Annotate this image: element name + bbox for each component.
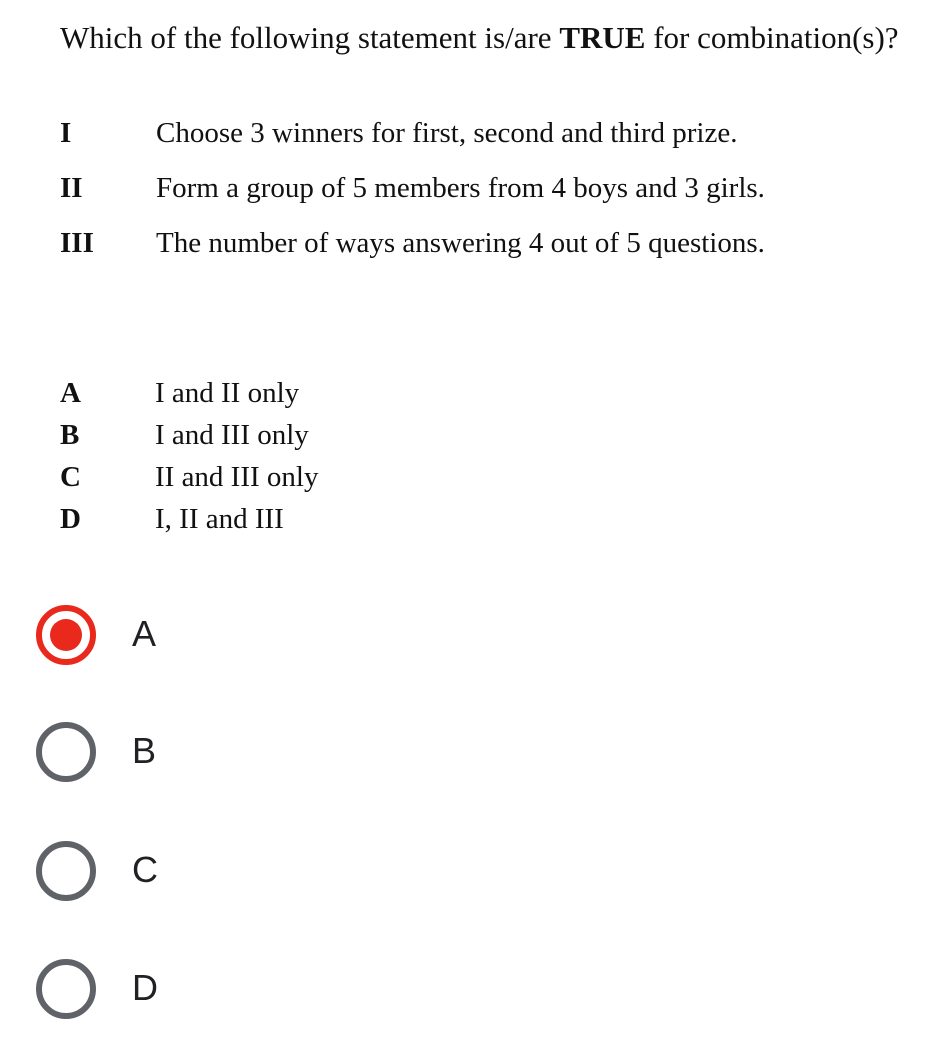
choice-letter: C — [60, 461, 81, 493]
question-text — [60, 18, 899, 58]
choice-text: I, II and III — [155, 503, 284, 535]
statement-text: Choose 3 winners for first, second and third prize. — [156, 117, 738, 149]
answer-option-label: A — [132, 613, 157, 654]
radio-unselected-icon[interactable] — [34, 720, 98, 784]
choice-letter: A — [60, 377, 81, 409]
statement-text: The number of ways answering 4 out of 5 questions. — [156, 227, 765, 259]
radio-selected-icon[interactable] — [34, 603, 98, 667]
radio-unselected-icon[interactable] — [34, 839, 98, 903]
answer-option-d[interactable] — [34, 957, 434, 1021]
choice-letter: B — [60, 419, 80, 451]
choice-text: II and III only — [155, 461, 319, 493]
answer-option-label: C — [132, 849, 158, 890]
statement-number: III — [60, 227, 94, 259]
choice-letter: D — [60, 503, 81, 535]
choice-text: I and II only — [155, 377, 300, 409]
question-prefix: Which of the following statement is/are — [60, 20, 560, 55]
answer-option-b[interactable] — [34, 720, 434, 784]
question-emphasis: TRUE — [559, 20, 646, 55]
answer-option-a[interactable] — [34, 603, 434, 667]
answer-option-label: B — [132, 730, 157, 771]
answer-option-c[interactable] — [34, 839, 434, 903]
radio-unselected-icon[interactable] — [34, 957, 98, 1021]
question-suffix: for combination(s)? — [645, 20, 899, 55]
statement-number: I — [60, 117, 72, 149]
choice-text: I and III only — [155, 419, 309, 451]
statement-number: II — [60, 172, 83, 204]
answer-option-label: D — [132, 967, 158, 1008]
statement-text: Form a group of 5 members from 4 boys and 3 girls. — [156, 172, 765, 204]
